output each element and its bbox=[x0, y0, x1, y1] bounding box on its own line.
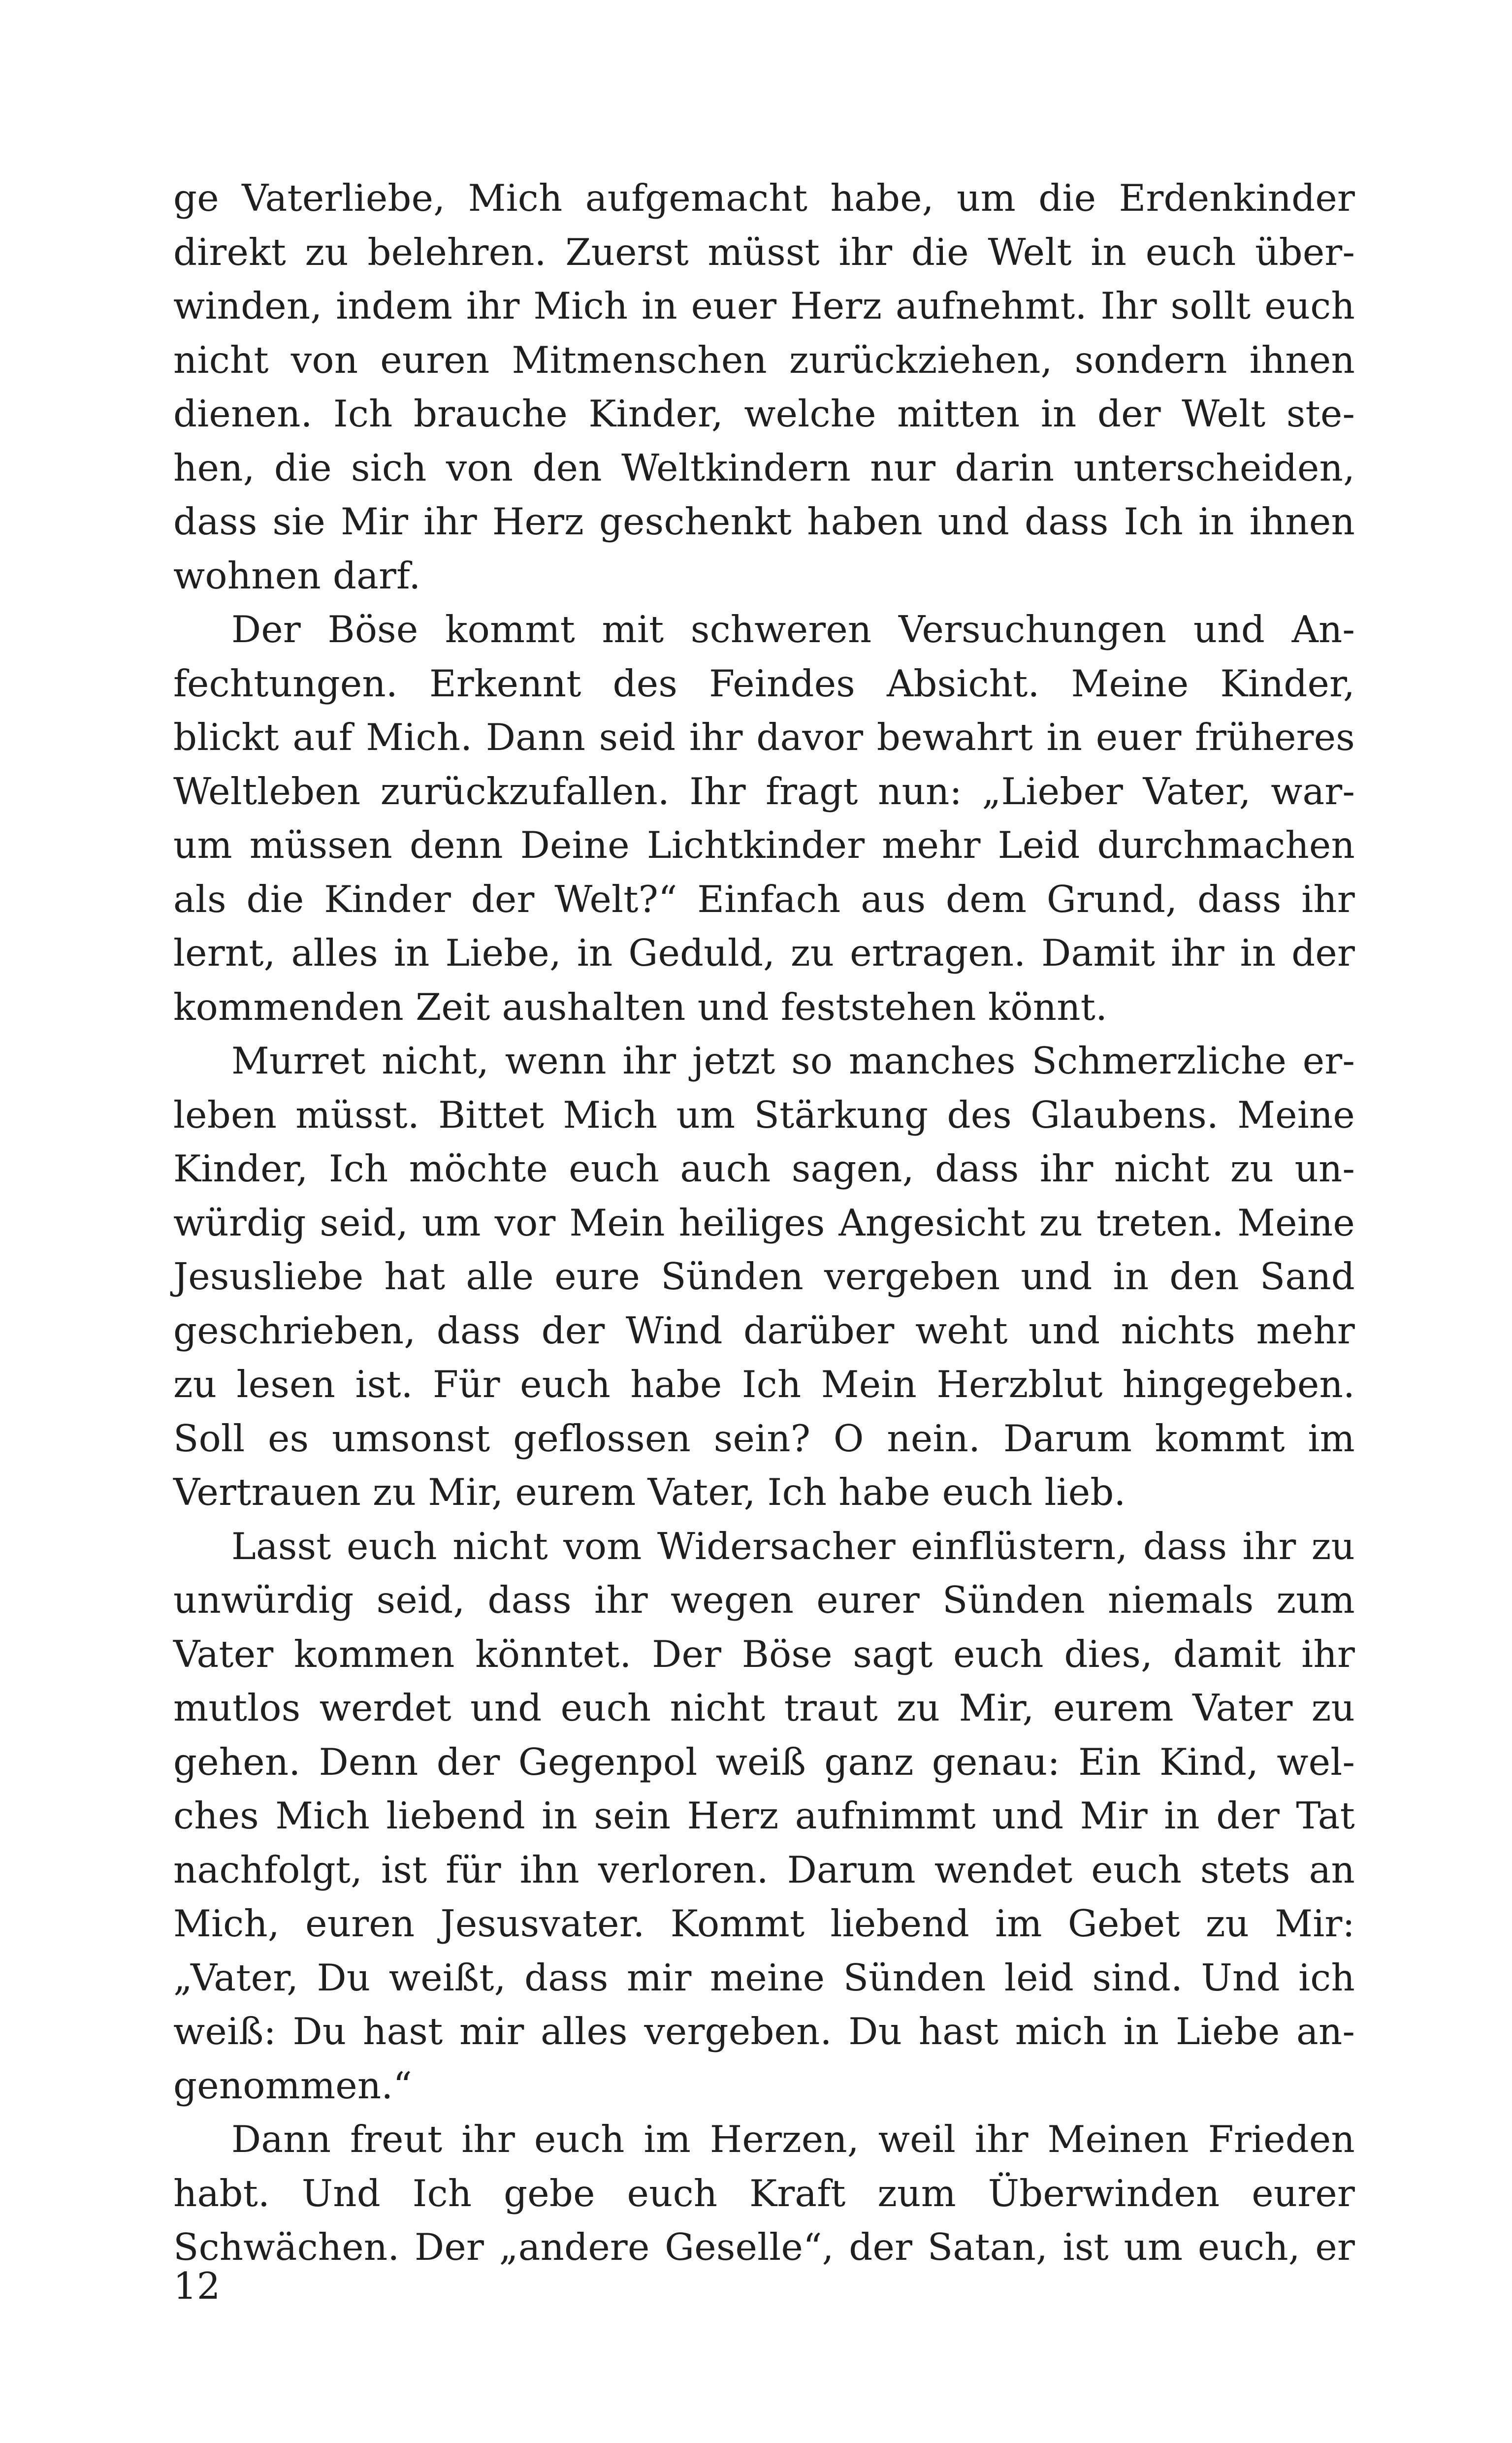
paragraph bbox=[173, 2113, 1355, 2275]
text-line: Lasst euch nicht vom Widersacher einflüstern, dass ihr zu bbox=[231, 1524, 1355, 1568]
text-line: unwürdig seid, dass ihr wegen eurer Sünden niemals zum bbox=[173, 1578, 1355, 1622]
text-line: fechtungen. Erkennt des Feindes Absicht. Meine Kinder, bbox=[173, 661, 1355, 705]
text-line: direkt zu belehren. Zuerst müsst ihr die Welt in euch über- bbox=[173, 230, 1355, 274]
text-line: mutlos werdet und euch nicht traut zu Mir, eurem Vater zu bbox=[173, 1686, 1355, 1729]
text-line: weiß: Du hast mir alles vergeben. Du hast mich in Liebe an- bbox=[173, 2010, 1355, 2053]
text-line: leben müsst. Bittet Mich um Stärkung des Glaubens. Meine bbox=[173, 1093, 1355, 1137]
text-line: kommenden Zeit aushalten und feststehen könnt. bbox=[173, 985, 1108, 1029]
text-line: Jesusliebe hat alle eure Sünden vergeben und in den Sand bbox=[173, 1255, 1355, 1298]
text-line: blickt auf Mich. Dann seid ihr davor bewahrt in euer früheres bbox=[173, 716, 1355, 759]
text-line: Der Böse kommt mit schweren Versuchungen und An- bbox=[231, 608, 1355, 651]
paragraph bbox=[173, 1520, 1355, 2113]
text-line: Mich, euren Jesusvater. Kommt liebend im Gebet zu Mir: bbox=[173, 1902, 1355, 1945]
text-line: lernt, alles in Liebe, in Geduld, zu ertragen. Damit ihr in der bbox=[173, 931, 1355, 975]
text-line: hen, die sich von den Weltkindern nur darin unterscheiden, bbox=[173, 446, 1355, 489]
text-line: geschrieben, dass der Wind darüber weht und nichts mehr bbox=[173, 1308, 1355, 1352]
text-line: Kinder, Ich möchte euch auch sagen, dass ihr nicht zu un- bbox=[173, 1147, 1355, 1190]
text-line: würdig seid, um vor Mein heiliges Angesicht zu treten. Meine bbox=[173, 1201, 1355, 1244]
text-line: Weltleben zurückzufallen. Ihr fragt nun: „Lieber Vater, war- bbox=[173, 769, 1355, 813]
text-line: nicht von euren Mitmenschen zurückziehen, sondern ihnen bbox=[173, 338, 1355, 382]
text-line: Vater kommen könntet. Der Böse sagt euch dies, damit ihr bbox=[173, 1632, 1355, 1676]
text-line: wohnen darf. bbox=[173, 554, 421, 597]
text-line: dienen. Ich brauche Kinder, welche mitten in der Welt ste- bbox=[173, 392, 1355, 435]
text-line: Dann freut ihr euch im Herzen, weil ihr Meinen Frieden bbox=[231, 2117, 1355, 2161]
text-line: ge Vaterliebe, Mich aufgemacht habe, um die Erdenkinder bbox=[173, 176, 1355, 220]
text-line: Soll es umsonst geflossen sein? O nein. Darum kommt im bbox=[173, 1416, 1355, 1460]
paragraph bbox=[173, 171, 1355, 603]
text-line: habt. Und Ich gebe euch Kraft zum Überwinden eurer bbox=[173, 2171, 1355, 2215]
paragraph bbox=[173, 603, 1355, 1034]
text-line: zu lesen ist. Für euch habe Ich Mein Herzblut hingegeben. bbox=[173, 1363, 1355, 1406]
text-line: als die Kinder der Welt?“ Einfach aus dem Grund, dass ihr bbox=[173, 877, 1355, 921]
text-line: dass sie Mir ihr Herz geschenkt haben und dass Ich in ihnen bbox=[173, 500, 1355, 543]
text-line: ches Mich liebend in sein Herz aufnimmt und Mir in der Tat bbox=[173, 1794, 1355, 1837]
text-line: Murret nicht, wenn ihr jetzt so manches Schmerzliche er- bbox=[231, 1039, 1355, 1082]
text-line: „Vater, Du weißt, dass mir meine Sünden leid sind. Und ich bbox=[173, 1955, 1355, 1999]
text-line: genommen.“ bbox=[173, 2063, 412, 2107]
paragraph bbox=[173, 1034, 1355, 1520]
text-line: winden, indem ihr Mich in euer Herz aufnehmt. Ihr sollt euch bbox=[173, 284, 1355, 327]
body-text bbox=[173, 171, 1355, 2275]
text-line: Vertrauen zu Mir, eurem Vater, Ich habe euch lieb. bbox=[173, 1470, 1126, 1514]
text-line: gehen. Denn der Gegenpol weiß ganz genau: Ein Kind, wel- bbox=[173, 1740, 1355, 1784]
page-number: 12 bbox=[173, 2264, 221, 2308]
text-line: Schwächen. Der „andere Geselle“, der Satan, ist um euch, er bbox=[173, 2225, 1355, 2269]
text-line: um müssen denn Deine Lichtkinder mehr Leid durchmachen bbox=[173, 823, 1355, 867]
text-line: nachfolgt, ist für ihn verloren. Darum wendet euch stets an bbox=[173, 1848, 1355, 1891]
